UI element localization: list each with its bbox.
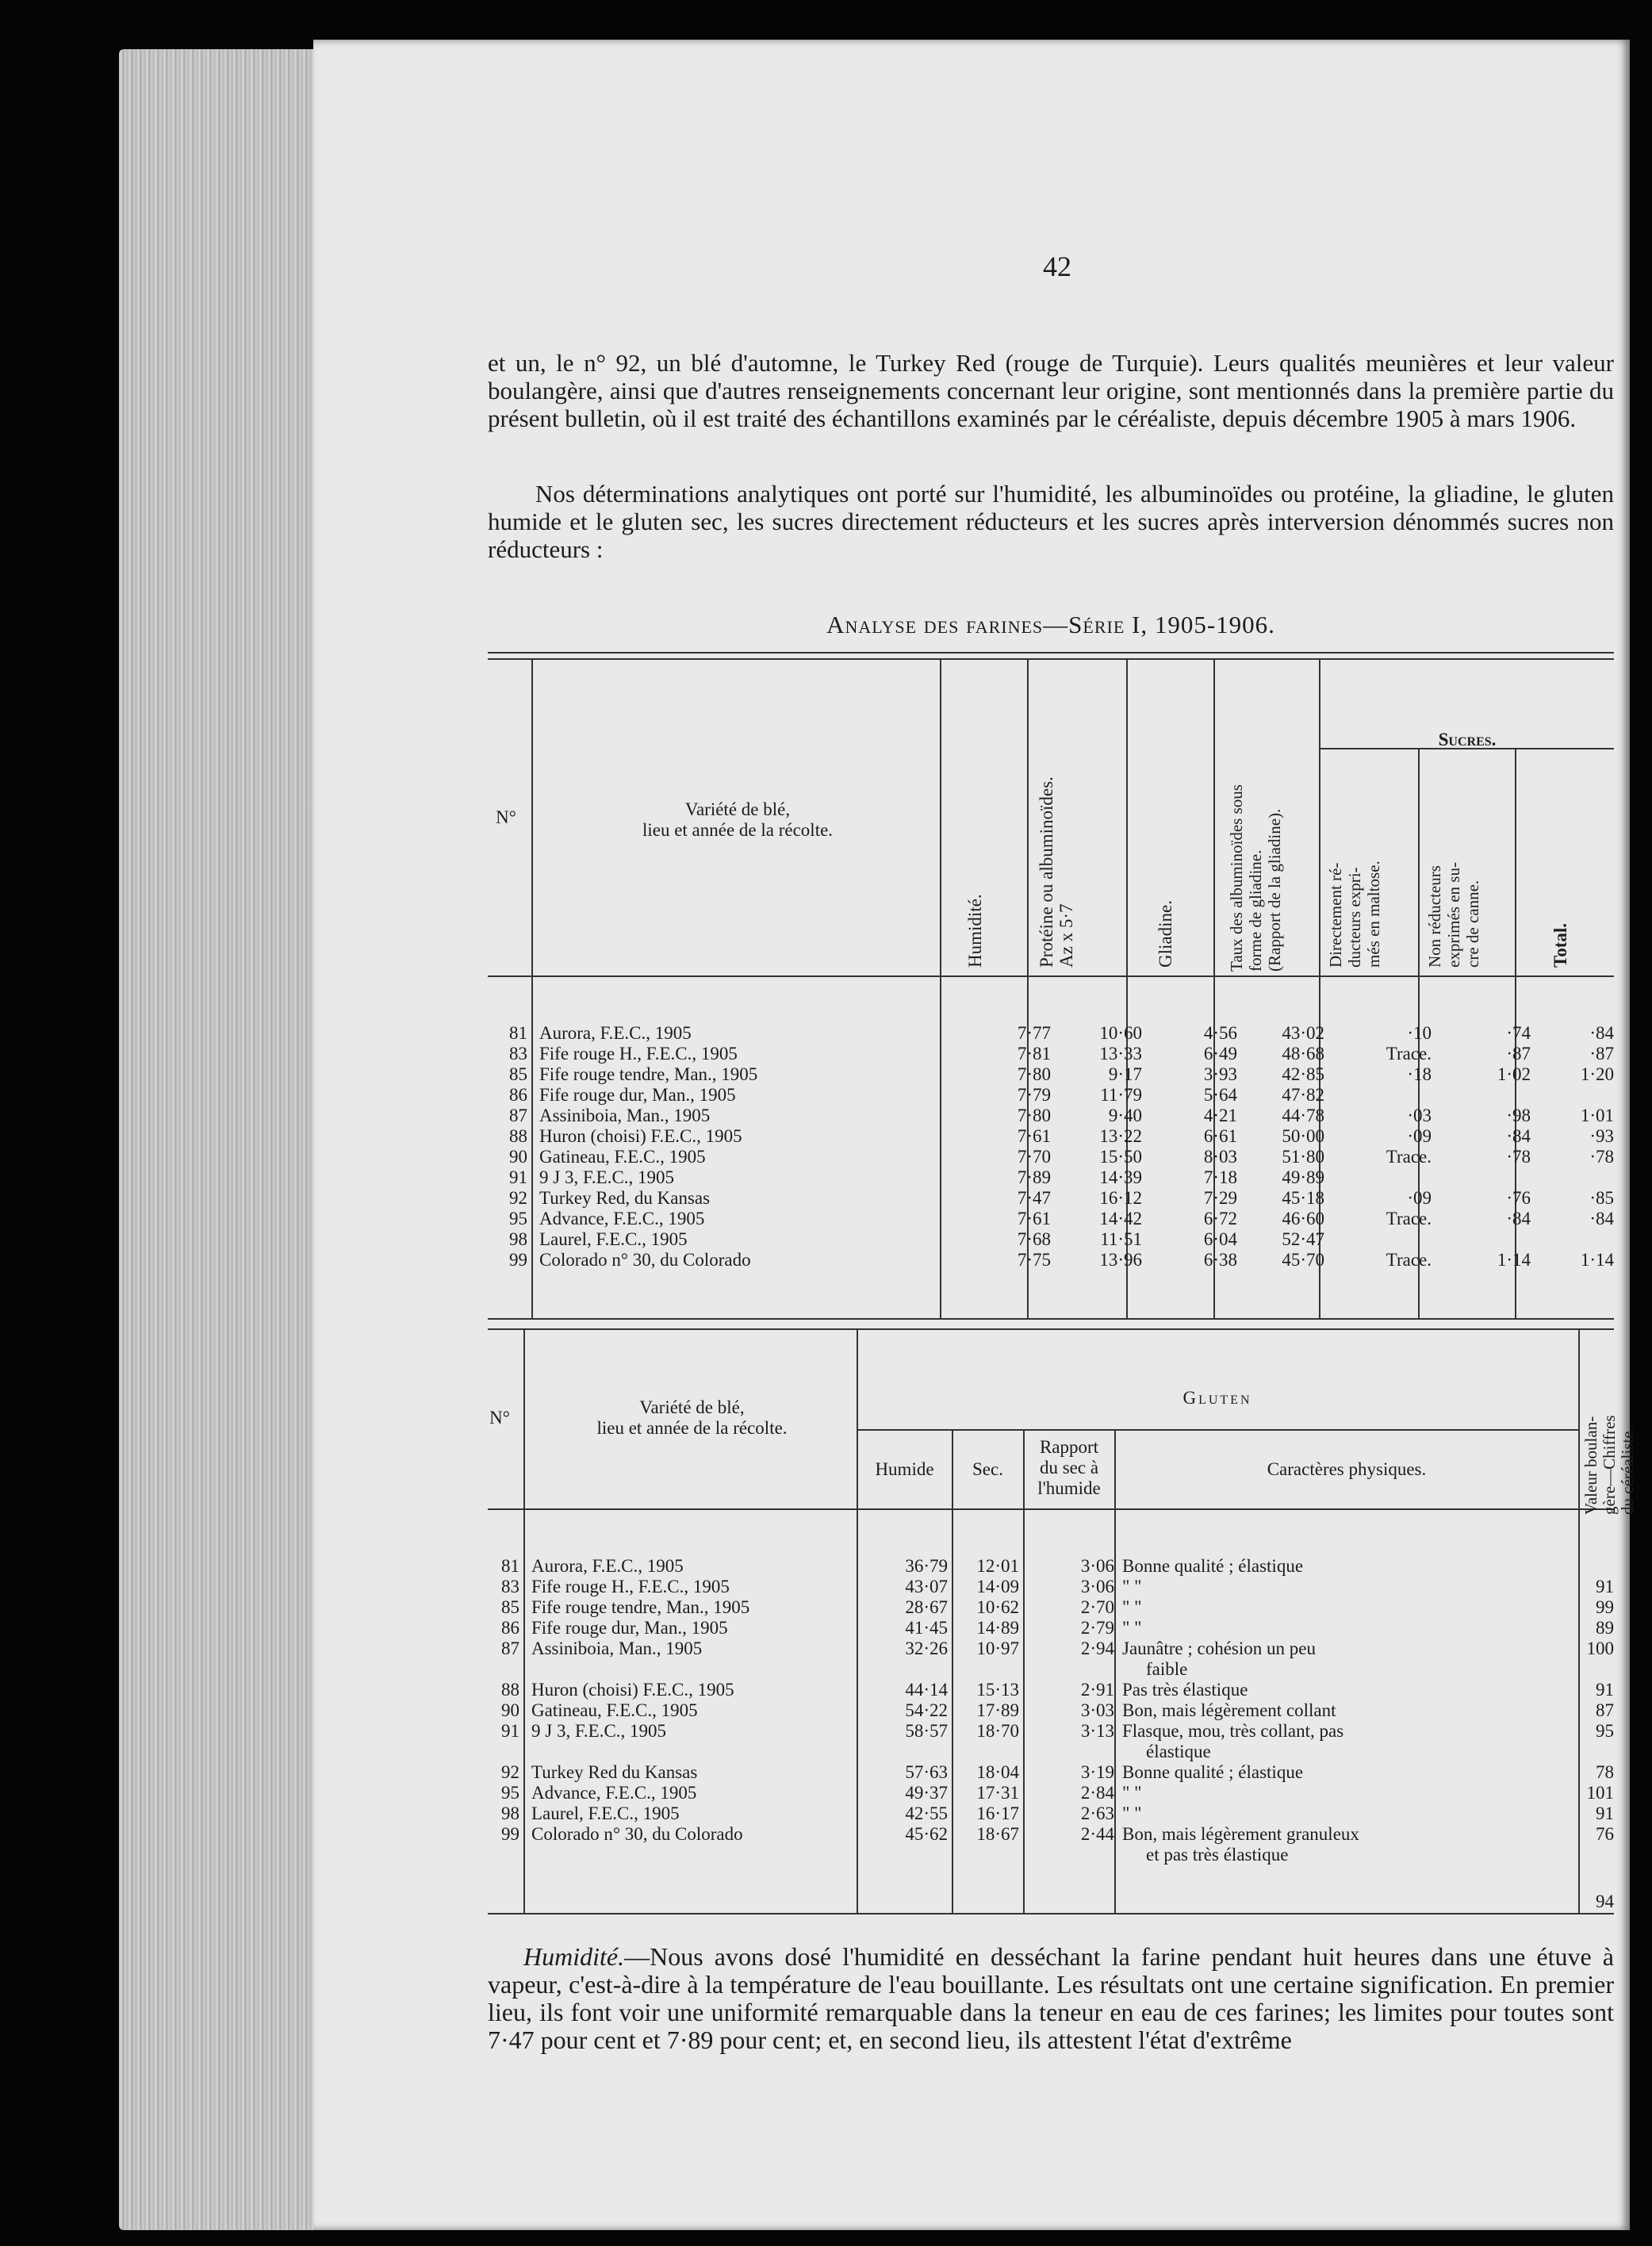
table2-row bbox=[488, 1577, 1614, 1597]
variety-cell: Fife rouge H., F.E.C., 1905 bbox=[531, 1577, 730, 1596]
row-number: 99 bbox=[509, 1250, 527, 1270]
row-number: 81 bbox=[501, 1556, 519, 1576]
table1-header-gliadin: Gliadine. bbox=[1156, 900, 1175, 968]
physical-characters-continuation: et pas très élastique bbox=[1146, 1845, 1289, 1865]
baking-value-cell: 100 bbox=[1586, 1639, 1614, 1658]
physical-characters-cell: Jaunâtre ; cohésion un peu bbox=[1122, 1639, 1316, 1658]
dry-gluten-cell: 17·31 bbox=[976, 1783, 1019, 1803]
row-number: 85 bbox=[509, 1064, 527, 1084]
gluten-ratio-cell: 2·44 bbox=[1080, 1824, 1114, 1844]
wet-gluten-cell: 49·37 bbox=[905, 1783, 948, 1803]
physical-characters-cell: Flasque, mou, très collant, pas bbox=[1122, 1721, 1344, 1741]
humidity-paragraph bbox=[488, 1943, 1614, 2054]
albumin-ratio-cell: 52·47 bbox=[1282, 1229, 1324, 1249]
total-sugar-cell: 1·01 bbox=[1580, 1106, 1614, 1125]
protein-cell: 16·12 bbox=[1099, 1188, 1142, 1208]
row-number: 95 bbox=[509, 1209, 527, 1228]
baking-value-cell: 101 bbox=[1586, 1783, 1614, 1803]
humidity-cell: 7·68 bbox=[1017, 1229, 1051, 1249]
gluten-ratio-cell: 2·94 bbox=[1080, 1639, 1114, 1658]
humidity-cell: 7·61 bbox=[1017, 1126, 1051, 1146]
gliadin-cell: 6·61 bbox=[1203, 1126, 1237, 1146]
dry-gluten-cell: 16·17 bbox=[976, 1803, 1019, 1823]
physical-characters-cell: " " bbox=[1122, 1618, 1142, 1638]
baking-value-cell: 91 bbox=[1596, 1680, 1614, 1700]
table2-header-gluten: Gluten bbox=[1182, 1388, 1252, 1408]
dry-gluten-cell: 18·67 bbox=[976, 1824, 1019, 1844]
non-reducing-sugar-cell: ·76 bbox=[1506, 1188, 1531, 1208]
table1-row bbox=[488, 1229, 1614, 1250]
reducing-sugar-cell: ·18 bbox=[1407, 1064, 1432, 1084]
baking-value-cell: 91 bbox=[1596, 1803, 1614, 1823]
non-reducing-sugar-cell: ·98 bbox=[1506, 1106, 1531, 1125]
variety-cell: 9 J 3, F.E.C., 1905 bbox=[539, 1167, 675, 1187]
protein-cell: 14·39 bbox=[1099, 1167, 1142, 1187]
table2-row bbox=[488, 1680, 1614, 1700]
row-number: 95 bbox=[501, 1783, 519, 1803]
variety-cell: Fife rouge tendre, Man., 1905 bbox=[531, 1597, 750, 1617]
wet-gluten-cell: 45·62 bbox=[905, 1824, 948, 1844]
gliadin-cell: 4·56 bbox=[1203, 1023, 1237, 1043]
table1-header-total: Total. bbox=[1550, 922, 1570, 968]
physical-characters-cell: Bon, mais légèrement collant bbox=[1122, 1700, 1336, 1720]
dry-gluten-cell: 18·04 bbox=[976, 1762, 1019, 1782]
gliadin-cell: 8·03 bbox=[1203, 1147, 1237, 1167]
protein-cell: 14·42 bbox=[1099, 1209, 1142, 1228]
table1-header-non-reducing: Non réducteurs exprimés en su- cre de canne. bbox=[1425, 862, 1482, 968]
albumin-ratio-cell: 45·18 bbox=[1282, 1188, 1324, 1208]
variety-cell: Colorado n° 30, du Colorado bbox=[539, 1250, 751, 1270]
humidity-cell: 7·80 bbox=[1017, 1106, 1051, 1125]
humidity-cell: 7·77 bbox=[1017, 1023, 1051, 1043]
gliadin-cell: 6·38 bbox=[1203, 1250, 1237, 1270]
dry-gluten-cell: 18·70 bbox=[976, 1721, 1019, 1741]
row-number: 90 bbox=[509, 1147, 527, 1167]
dry-gluten-cell: 12·01 bbox=[976, 1556, 1019, 1576]
gluten-ratio-cell: 2·84 bbox=[1080, 1783, 1114, 1803]
humidity-cell: 7·80 bbox=[1017, 1064, 1051, 1084]
albumin-ratio-cell: 49·89 bbox=[1282, 1167, 1324, 1187]
variety-cell: Laurel, F.E.C., 1905 bbox=[531, 1803, 680, 1823]
gluten-ratio-cell: 3·06 bbox=[1080, 1577, 1114, 1596]
row-number: 86 bbox=[501, 1618, 519, 1638]
reducing-sugar-cell: ·10 bbox=[1407, 1023, 1432, 1043]
non-reducing-sugar-cell: ·87 bbox=[1506, 1044, 1531, 1064]
gliadin-cell: 6·49 bbox=[1203, 1044, 1237, 1064]
table2-row bbox=[488, 1639, 1614, 1679]
non-reducing-sugar-cell: 1·14 bbox=[1497, 1250, 1531, 1270]
protein-cell: 15·50 bbox=[1099, 1147, 1142, 1167]
intro-paragraph-1: et un, le n° 92, un blé d'automne, le Turkey Red (rouge de Turquie). Leurs qualités meunières et leur valeur boulangère, ainsi que d'autres renseignements concernant leur origine, sont mentionnés dans la première partie du présent bulletin, où il est traité des échantillons examinés par le céréaliste, depuis décembre 1905 à mars 1906. bbox=[488, 349, 1614, 432]
row-number: 91 bbox=[509, 1167, 527, 1187]
table2-row bbox=[488, 1618, 1614, 1639]
protein-cell: 11·79 bbox=[1100, 1085, 1142, 1105]
table1-row bbox=[488, 1085, 1614, 1106]
table1-header-no: N° bbox=[496, 807, 516, 827]
gluten-ratio-cell: 3·19 bbox=[1080, 1762, 1114, 1782]
row-number: 99 bbox=[501, 1824, 519, 1844]
book-page-edges bbox=[119, 49, 317, 2230]
albumin-ratio-cell: 51·80 bbox=[1282, 1147, 1324, 1167]
albumin-ratio-cell: 45·70 bbox=[1282, 1250, 1324, 1270]
page-number: 42 bbox=[1043, 251, 1071, 282]
humidity-lead: Humidité. bbox=[523, 1942, 625, 1971]
total-sugar-cell: ·85 bbox=[1589, 1188, 1614, 1208]
row-number: 83 bbox=[509, 1044, 527, 1064]
wet-gluten-cell: 32·26 bbox=[905, 1639, 948, 1658]
gluten-ratio-cell: 2·79 bbox=[1080, 1618, 1114, 1638]
non-reducing-sugar-cell: ·78 bbox=[1506, 1147, 1531, 1167]
physical-characters-continuation: faible bbox=[1146, 1659, 1188, 1679]
gluten-ratio-cell: 3·03 bbox=[1080, 1700, 1114, 1720]
gluten-ratio-cell: 2·91 bbox=[1080, 1680, 1114, 1700]
humidity-cell: 7·61 bbox=[1017, 1209, 1051, 1228]
variety-cell: Assiniboia, Man., 1905 bbox=[539, 1106, 711, 1125]
table2-row bbox=[488, 1700, 1614, 1721]
baking-value-cell: 87 bbox=[1596, 1700, 1614, 1720]
variety-cell: 9 J 3, F.E.C., 1905 bbox=[531, 1721, 667, 1741]
gluten-ratio-cell: 2·70 bbox=[1080, 1597, 1114, 1617]
gliadin-cell: 6·72 bbox=[1203, 1209, 1237, 1228]
protein-cell: 10·60 bbox=[1099, 1023, 1142, 1043]
variety-cell: Fife rouge dur, Man., 1905 bbox=[539, 1085, 736, 1105]
physical-characters-cell: " " bbox=[1122, 1803, 1142, 1823]
physical-characters-cell: Bonne qualité ; élastique bbox=[1122, 1556, 1304, 1576]
table1-row bbox=[488, 1209, 1614, 1229]
table2-row bbox=[488, 1762, 1614, 1783]
humidity-cell: 7·70 bbox=[1017, 1147, 1051, 1167]
non-reducing-sugar-cell: ·84 bbox=[1506, 1126, 1531, 1146]
variety-cell: Gatineau, F.E.C., 1905 bbox=[531, 1700, 698, 1720]
variety-cell: Colorado n° 30, du Colorado bbox=[531, 1824, 743, 1844]
gliadin-cell: 3·93 bbox=[1203, 1064, 1237, 1084]
non-reducing-sugar-cell: ·84 bbox=[1506, 1209, 1531, 1228]
variety-cell: Huron (choisi) F.E.C., 1905 bbox=[539, 1126, 742, 1146]
gluten-ratio-cell: 2·63 bbox=[1080, 1803, 1114, 1823]
table2-last-baking-value: 94 bbox=[1596, 1891, 1614, 1911]
total-sugar-cell: ·87 bbox=[1589, 1044, 1614, 1064]
protein-cell: 13·96 bbox=[1099, 1250, 1142, 1270]
table2-header-wet: Humide bbox=[875, 1459, 934, 1479]
albumin-ratio-cell: 48·68 bbox=[1282, 1044, 1324, 1064]
table2-header-physical: Caractères physiques. bbox=[1267, 1459, 1427, 1479]
table1-row bbox=[488, 1167, 1614, 1188]
reducing-sugar-cell: Trace. bbox=[1386, 1209, 1432, 1228]
total-sugar-cell: ·84 bbox=[1589, 1209, 1614, 1228]
variety-cell: Fife rouge H., F.E.C., 1905 bbox=[539, 1044, 738, 1064]
wet-gluten-cell: 41·45 bbox=[905, 1618, 948, 1638]
table1-row bbox=[488, 1044, 1614, 1064]
baking-value-cell: 91 bbox=[1596, 1577, 1614, 1596]
table1-row bbox=[488, 1188, 1614, 1209]
table2-header-no: N° bbox=[489, 1408, 510, 1428]
table2-row bbox=[488, 1783, 1614, 1803]
table1-header-protein: Protéine ou albuminoïdes. Az x 5·7 bbox=[1037, 776, 1076, 968]
book-page bbox=[313, 40, 1637, 2230]
wet-gluten-cell: 58·57 bbox=[905, 1721, 948, 1741]
variety-cell: Turkey Red, du Kansas bbox=[539, 1188, 711, 1208]
albumin-ratio-cell: 46·60 bbox=[1282, 1209, 1324, 1228]
wet-gluten-cell: 43·07 bbox=[905, 1577, 948, 1596]
albumin-ratio-cell: 47·82 bbox=[1282, 1085, 1324, 1105]
total-sugar-cell: ·78 bbox=[1589, 1147, 1614, 1167]
dry-gluten-cell: 14·09 bbox=[976, 1577, 1019, 1596]
reducing-sugar-cell: Trace. bbox=[1386, 1250, 1432, 1270]
total-sugar-cell: ·93 bbox=[1589, 1126, 1614, 1146]
gliadin-cell: 6·04 bbox=[1203, 1229, 1237, 1249]
table2-row bbox=[488, 1597, 1614, 1618]
non-reducing-sugar-cell: ·74 bbox=[1506, 1023, 1531, 1043]
table1-row bbox=[488, 1250, 1614, 1271]
albumin-ratio-cell: 43·02 bbox=[1282, 1023, 1324, 1043]
protein-cell: 13·33 bbox=[1099, 1044, 1142, 1064]
gliadin-cell: 4·21 bbox=[1203, 1106, 1237, 1125]
row-number: 98 bbox=[509, 1229, 527, 1249]
total-sugar-cell: 1·20 bbox=[1580, 1064, 1614, 1084]
physical-characters-cell: Pas très élastique bbox=[1122, 1680, 1248, 1700]
reducing-sugar-cell: ·09 bbox=[1407, 1188, 1432, 1208]
dry-gluten-cell: 10·97 bbox=[976, 1639, 1019, 1658]
physical-characters-cell: Bon, mais légèrement granuleux bbox=[1122, 1824, 1359, 1844]
variety-cell: Fife rouge dur, Man., 1905 bbox=[531, 1618, 728, 1638]
protein-cell: 9·17 bbox=[1108, 1064, 1142, 1084]
humidity-cell: 7·89 bbox=[1017, 1167, 1051, 1187]
humidity-cell: 7·81 bbox=[1017, 1044, 1051, 1064]
reducing-sugar-cell: ·03 bbox=[1407, 1106, 1432, 1125]
table2-row bbox=[488, 1556, 1614, 1577]
variety-cell: Aurora, F.E.C., 1905 bbox=[531, 1556, 684, 1576]
row-number: 86 bbox=[509, 1085, 527, 1105]
total-sugar-cell: ·84 bbox=[1589, 1023, 1614, 1043]
row-number: 85 bbox=[501, 1597, 519, 1617]
table1-header-humidity: Humidité. bbox=[965, 894, 985, 968]
gliadin-cell: 5·64 bbox=[1203, 1085, 1237, 1105]
table1-header-reducing: Directement ré- ducteurs expri- més en maltose. bbox=[1326, 860, 1383, 968]
dry-gluten-cell: 17·89 bbox=[976, 1700, 1019, 1720]
row-number: 83 bbox=[501, 1577, 519, 1596]
table1-row bbox=[488, 1106, 1614, 1126]
humidity-text: —Nous avons dosé l'humidité en desséchant la farine pendant huit heures dans une étuve à vapeur, c'est-à-dire à la température de l'eau bouillante. Les résultats ont une certaine signification. En premier lieu, ils font voir une uniformité remarquable dans la teneur en eau de ces farines; les limites pour toutes sont 7·47 pour cent et 7·89 pour cent; et, en second lieu, ils attestent l'état d'extrême bbox=[488, 1942, 1614, 2054]
reducing-sugar-cell: ·09 bbox=[1407, 1126, 1432, 1146]
table1-header-albumin-ratio: Taux des albuminoïdes sous forme de gliadine. (Rapport de la gliadine). bbox=[1227, 784, 1284, 972]
wet-gluten-cell: 28·67 bbox=[905, 1597, 948, 1617]
table1-header-sugars: Sucres. bbox=[1438, 730, 1497, 749]
wet-gluten-cell: 54·22 bbox=[905, 1700, 948, 1720]
variety-cell: Gatineau, F.E.C., 1905 bbox=[539, 1147, 706, 1167]
wet-gluten-cell: 44·14 bbox=[905, 1680, 948, 1700]
row-number: 91 bbox=[501, 1721, 519, 1741]
variety-cell: Advance, F.E.C., 1905 bbox=[531, 1783, 697, 1803]
albumin-ratio-cell: 44·78 bbox=[1282, 1106, 1324, 1125]
physical-characters-cell: " " bbox=[1122, 1577, 1142, 1596]
table1-row bbox=[488, 1147, 1614, 1167]
gliadin-cell: 7·29 bbox=[1203, 1188, 1237, 1208]
table2-row bbox=[488, 1721, 1614, 1761]
physical-characters-cell: " " bbox=[1122, 1597, 1142, 1617]
protein-cell: 13·22 bbox=[1099, 1126, 1142, 1146]
total-sugar-cell: 1·14 bbox=[1580, 1250, 1614, 1270]
table-caption: Analyse des farines—Série I, 1905-1906. bbox=[826, 611, 1275, 638]
table1-row bbox=[488, 1126, 1614, 1147]
row-number: 88 bbox=[501, 1680, 519, 1700]
gliadin-cell: 7·18 bbox=[1203, 1167, 1237, 1187]
baking-value-cell: 99 bbox=[1596, 1597, 1614, 1617]
gluten-ratio-cell: 3·06 bbox=[1080, 1556, 1114, 1576]
dry-gluten-cell: 14·89 bbox=[976, 1618, 1019, 1638]
baking-value-cell: 76 bbox=[1596, 1824, 1614, 1844]
variety-cell: Huron (choisi) F.E.C., 1905 bbox=[531, 1680, 734, 1700]
baking-value-cell: 89 bbox=[1596, 1618, 1614, 1638]
table1-header-variety: Variété de blé, lieu et année de la récolte. bbox=[642, 799, 834, 840]
row-number: 92 bbox=[509, 1188, 527, 1208]
humidity-cell: 7·79 bbox=[1017, 1085, 1051, 1105]
intro-paragraph-2: Nos déterminations analytiques ont porté sur l'humidité, les albuminoïdes ou protéine, la gliadine, le gluten humide et le gluten sec, les sucres directement réducteurs et les sucres après interversion dénommés sucres non réducteurs : bbox=[488, 480, 1614, 563]
variety-cell: Fife rouge tendre, Man., 1905 bbox=[539, 1064, 758, 1084]
reducing-sugar-cell: Trace. bbox=[1386, 1044, 1432, 1064]
table2-header-baking: Valeur boulan- gère—Chiffres du céréaliste. bbox=[1581, 1415, 1637, 1515]
variety-cell: Aurora, F.E.C., 1905 bbox=[539, 1023, 692, 1043]
protein-cell: 11·51 bbox=[1100, 1229, 1142, 1249]
physical-characters-cell: Bonne qualité ; élastique bbox=[1122, 1762, 1304, 1782]
row-number: 98 bbox=[501, 1803, 519, 1823]
row-number: 92 bbox=[501, 1762, 519, 1782]
table2-header-ratio: Rapport du sec à l'humide bbox=[1037, 1437, 1101, 1498]
baking-value-cell: 78 bbox=[1596, 1762, 1614, 1782]
row-number: 90 bbox=[501, 1700, 519, 1720]
albumin-ratio-cell: 42·85 bbox=[1282, 1064, 1324, 1084]
humidity-cell: 7·75 bbox=[1017, 1250, 1051, 1270]
table2-header-dry: Sec. bbox=[972, 1459, 1003, 1479]
table2-header-variety: Variété de blé, lieu et année de la récolte. bbox=[596, 1397, 788, 1438]
row-number: 81 bbox=[509, 1023, 527, 1043]
dry-gluten-cell: 10·62 bbox=[976, 1597, 1019, 1617]
humidity-cell: 7·47 bbox=[1017, 1188, 1051, 1208]
gluten-ratio-cell: 3·13 bbox=[1080, 1721, 1114, 1741]
protein-cell: 9·40 bbox=[1108, 1106, 1142, 1125]
variety-cell: Assiniboia, Man., 1905 bbox=[531, 1639, 703, 1658]
wet-gluten-cell: 36·79 bbox=[905, 1556, 948, 1576]
wet-gluten-cell: 42·55 bbox=[905, 1803, 948, 1823]
wet-gluten-cell: 57·63 bbox=[905, 1762, 948, 1782]
physical-characters-cell: " " bbox=[1122, 1783, 1142, 1803]
albumin-ratio-cell: 50·00 bbox=[1282, 1126, 1324, 1146]
table2-row bbox=[488, 1803, 1614, 1824]
physical-characters-continuation: élastique bbox=[1146, 1742, 1211, 1761]
table1-row bbox=[488, 1064, 1614, 1085]
table1-row bbox=[488, 1023, 1614, 1044]
dry-gluten-cell: 15·13 bbox=[976, 1680, 1019, 1700]
row-number: 88 bbox=[509, 1126, 527, 1146]
table2-row bbox=[488, 1824, 1614, 1865]
row-number: 87 bbox=[509, 1106, 527, 1125]
variety-cell: Advance, F.E.C., 1905 bbox=[539, 1209, 705, 1228]
non-reducing-sugar-cell: 1·02 bbox=[1497, 1064, 1531, 1084]
variety-cell: Laurel, F.E.C., 1905 bbox=[539, 1229, 688, 1249]
baking-value-cell: 95 bbox=[1596, 1721, 1614, 1741]
row-number: 87 bbox=[501, 1639, 519, 1658]
reducing-sugar-cell: Trace. bbox=[1386, 1147, 1432, 1167]
variety-cell: Turkey Red du Kansas bbox=[531, 1762, 698, 1782]
